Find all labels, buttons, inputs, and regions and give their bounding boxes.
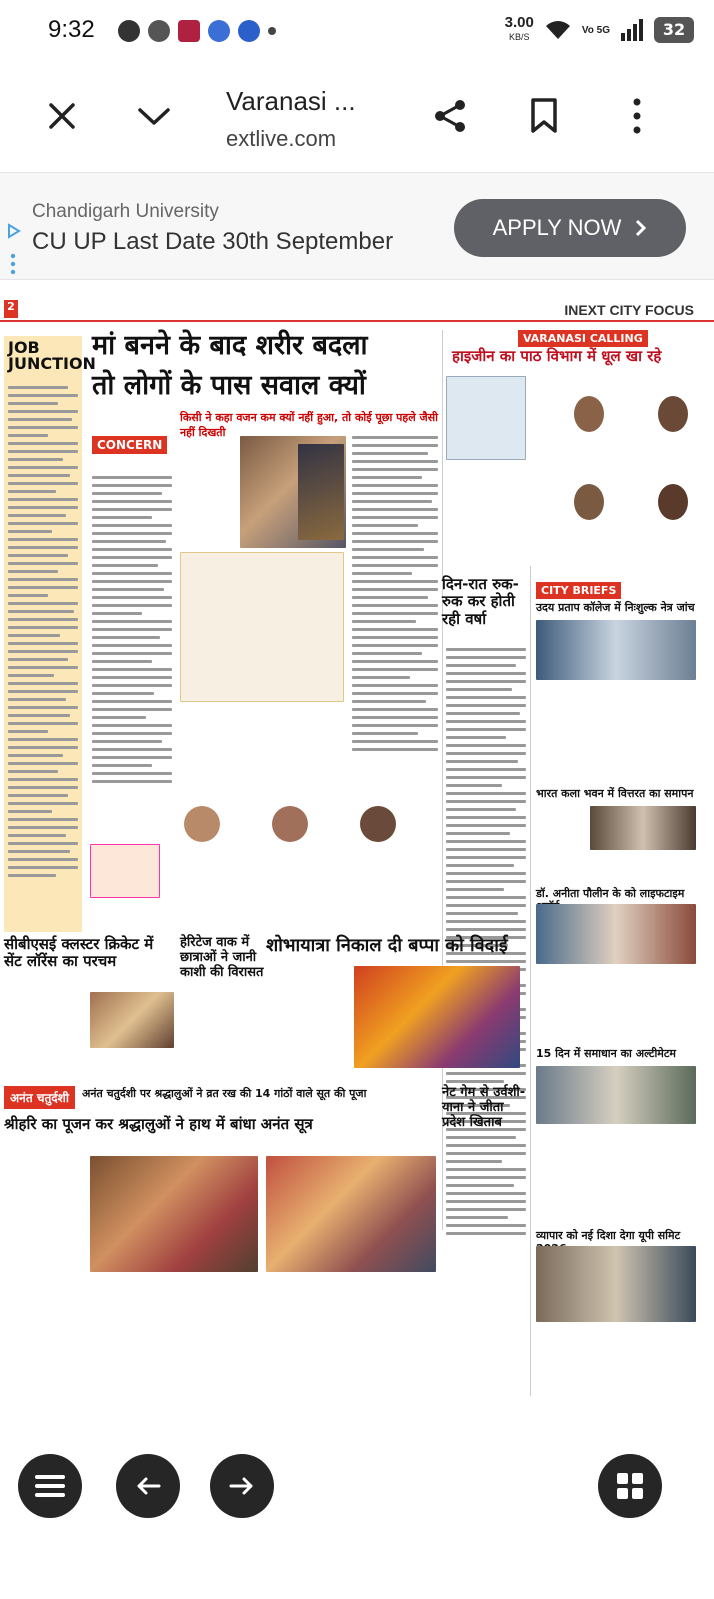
column-divider xyxy=(530,566,531,1396)
status-bar xyxy=(0,0,714,66)
bappa-photo xyxy=(354,966,520,1068)
collapse-button[interactable] xyxy=(132,96,176,136)
expert-quotes xyxy=(180,796,440,906)
infographic-box xyxy=(180,552,344,702)
concern-badge: CONCERN xyxy=(92,436,167,454)
bookmark-button[interactable] xyxy=(524,94,564,138)
person-photo xyxy=(658,484,688,520)
arrow-right-icon xyxy=(229,1476,255,1496)
share-icon xyxy=(431,97,469,135)
ad-more-icon[interactable] xyxy=(10,253,16,275)
job-junction-box xyxy=(4,336,96,932)
article-body-text xyxy=(352,436,438,756)
brief-5-photo xyxy=(536,1246,696,1322)
main-headline-line-1: मां बनने के बाद शरीर बदला xyxy=(92,330,368,361)
brief-2-headline: भारत कला भवन में वित्तरत का समापन xyxy=(536,787,694,800)
brief-1-headline: उदय प्रताप कॉलेज में निःशुल्क नेत्र जांच xyxy=(536,601,695,614)
status-right xyxy=(505,16,694,44)
hygiene-clipping xyxy=(446,376,526,460)
brief-3-headline: डॉ. अनीता पौलीन के को लाइफटाइम xyxy=(536,887,685,900)
next-page-button[interactable] xyxy=(210,1454,274,1518)
brief-4-headline: 15 दिन में समाधान का अल्टीमेटम xyxy=(536,1047,676,1060)
grid-view-button[interactable] xyxy=(598,1454,662,1518)
cricket-photo xyxy=(90,992,174,1048)
job-junction-title: JOB JUNCTION xyxy=(8,338,96,373)
anant-strip: अनंत चतुर्दशी पर श्रद्धालुओं ने व्रत रख की 14 गांठों वाले सूत की पूजा xyxy=(82,1087,367,1100)
ad-headline: CU UP Last Date 30th September xyxy=(32,228,394,255)
grid-icon xyxy=(616,1472,644,1500)
notification-icons xyxy=(118,20,276,42)
section-title: INEXT CITY FOCUS xyxy=(564,302,694,318)
arrow-left-icon xyxy=(135,1476,161,1496)
job-listing-text xyxy=(8,386,78,882)
anant-photo-2 xyxy=(266,1156,436,1272)
bappa-headline: शोभायात्रा निकाल दी बप्पा को विदाई xyxy=(266,935,508,956)
message-icon xyxy=(118,20,140,42)
chevron-down-icon xyxy=(136,104,172,128)
share-button[interactable] xyxy=(428,94,472,138)
mother-photo-2 xyxy=(298,444,344,540)
person-photo xyxy=(658,396,688,432)
ad-banner[interactable] xyxy=(0,172,714,280)
menu-button[interactable] xyxy=(18,1454,82,1518)
varanasi-calling-badge: VARANASI CALLING xyxy=(518,330,648,347)
status-time: 9:32 xyxy=(48,16,95,43)
cricket-headline: सीबीएसई क्लस्टर क्रिकेट में सेंट लॉरेंस का परचम xyxy=(4,935,154,971)
page-number: 2 xyxy=(4,300,18,318)
rain-headline: दिन-रात रुक-रुक कर होती रही वर्षा xyxy=(442,575,519,628)
brief-3-photo xyxy=(536,904,696,964)
battery-indicator: 32 xyxy=(654,17,694,43)
wifi-icon xyxy=(544,19,572,41)
hamburger-icon xyxy=(35,1474,65,1498)
ad-brand: Chandigarh University xyxy=(32,201,219,222)
chat-icon xyxy=(148,20,170,42)
netgame-headline: नेट गेम से उर्वशी-याना ने जीता प्रदेश खिताब xyxy=(442,1085,526,1130)
close-icon xyxy=(47,101,77,131)
network-type: Vo 5G xyxy=(581,24,610,36)
brief-5-headline: व्यापार को नई दिशा देगा यूपी समिट xyxy=(536,1229,681,1242)
anant-label: अनंत चतुर्दशी xyxy=(4,1086,75,1109)
heritage-headline: हेरिटेज वाक में छात्राओं ने जानी काशी की विरासत xyxy=(180,935,264,980)
close-button[interactable] xyxy=(42,96,82,136)
more-vert-icon xyxy=(632,98,642,134)
hygiene-headline: हाइजीन का पाठ विभाग में धूल खा रहे xyxy=(452,347,662,365)
varanasi-calling-box xyxy=(90,844,160,898)
main-subhead: किसी ने कहा वजन कम क्यों नहीं हुआ, तो कोई पूछा पहले जैसी नहीं दिखती xyxy=(180,411,438,439)
page-host: extlive.com xyxy=(226,126,337,151)
app-icon xyxy=(178,20,200,42)
net-speed: 3.00 KB/S xyxy=(504,14,534,42)
main-headline-line-2: तो लोगों के पास सवाल क्यों xyxy=(92,370,366,401)
anant-photo-1 xyxy=(90,1156,258,1272)
concern-body-text xyxy=(92,476,172,788)
bookmark-icon xyxy=(529,97,559,135)
more-dot-icon xyxy=(268,27,276,35)
page-header-strip xyxy=(0,296,714,322)
city-briefs-badge: CITY BRIEFS xyxy=(536,582,621,599)
chevron-right-icon xyxy=(635,219,647,237)
app-icon-blue-2 xyxy=(238,20,260,42)
more-options-button[interactable] xyxy=(622,94,652,138)
ad-choices-icon[interactable] xyxy=(6,223,22,239)
previous-page-button[interactable] xyxy=(116,1454,180,1518)
brief-2-photo xyxy=(590,806,696,850)
page-title: Varanasi ... xyxy=(226,86,356,116)
apply-now-button[interactable] xyxy=(454,199,686,257)
person-photo xyxy=(574,396,604,432)
browser-toolbar xyxy=(0,66,714,166)
app-icon-blue xyxy=(208,20,230,42)
newspaper-page[interactable] xyxy=(0,296,714,1418)
bottom-navigation xyxy=(0,1440,714,1599)
signal-icon xyxy=(620,19,644,41)
brief-4-photo xyxy=(536,1066,696,1124)
anant-headline: श्रीहरि का पूजन कर श्रद्धालुओं ने हाथ में बांधा अनंत सूत्र xyxy=(4,1115,313,1133)
apply-now-label: APPLY NOW xyxy=(492,215,622,240)
brief-1-photo xyxy=(536,620,696,680)
person-photo xyxy=(574,484,604,520)
